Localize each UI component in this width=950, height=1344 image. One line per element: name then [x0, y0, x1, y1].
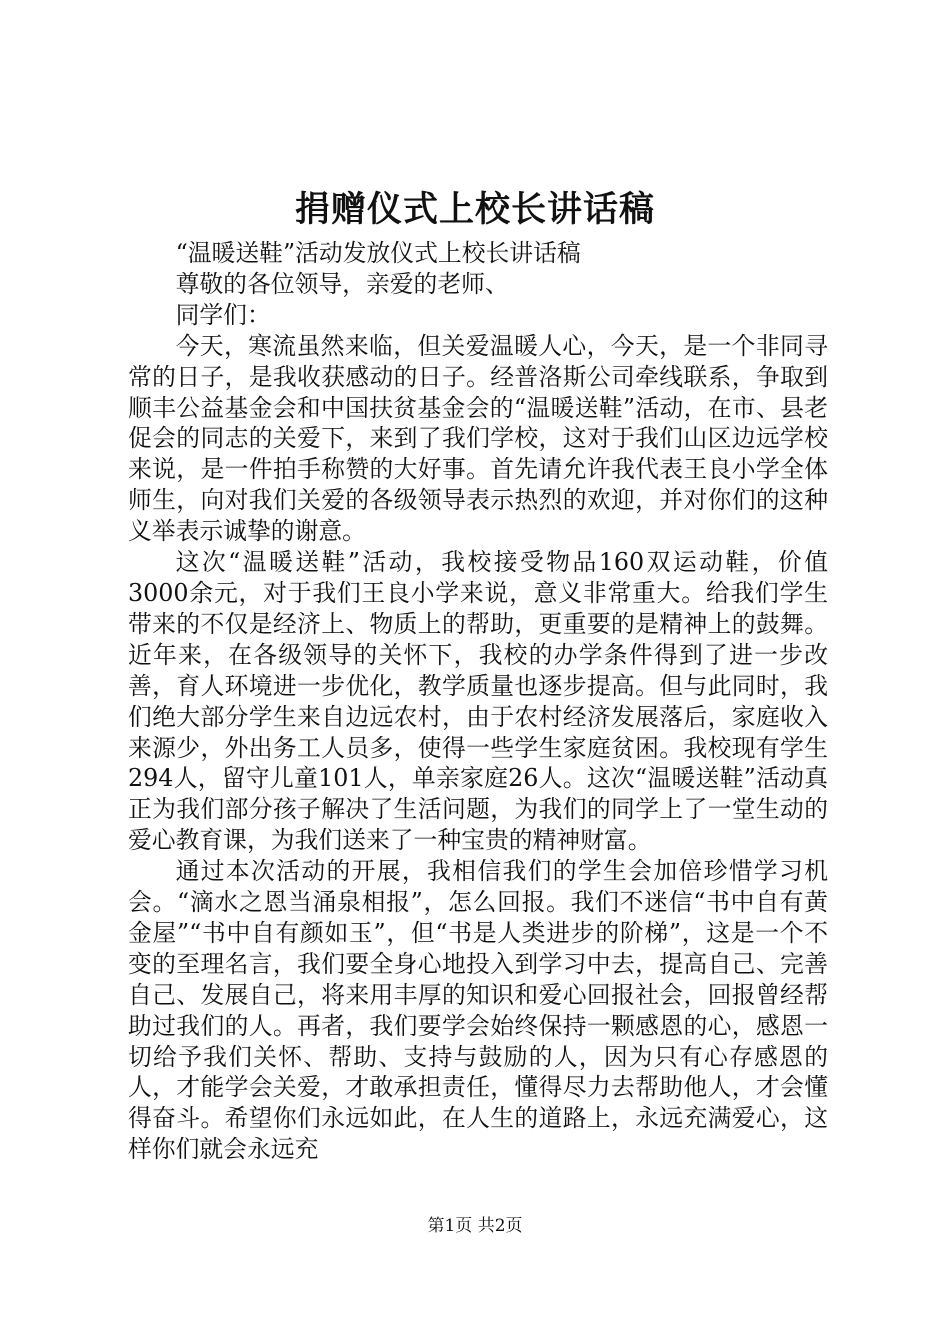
subtitle-line: “温暖送鞋”活动发放仪式上校长讲话稿 [175, 239, 581, 267]
body-paragraph: 这次“温暖送鞋”活动，我校接受物品160双运动鞋，价值3000余元，对于我们王良小学来说，意义非常重大。给我们学生带来的不仅是经济上、物质上的帮助，更重要的是精神上的鼓舞。近年来，在各级领导的关怀下，我校的办学条件得到了进一步改善，育人环境进一步优化，教学质量也逐步提高。但与此同时，我们绝大部分学生来自边远农村，由于农村经济发展落后，家庭收入来源少，外出务工人员多，使得一些学生家庭贫困。我校现有学生294人，留守儿童101人，单亲家庭26人。这次“温暖送鞋”活动真正为我们部分孩子解决了生活问题，为我们的同学上了一堂生动的爱心教育课，为我们送来了一种宝贵的精神财富。 [128, 548, 828, 855]
document-title: 捐赠仪式上校长讲话稿 [294, 189, 655, 230]
body-paragraph: 通过本次活动的开展，我相信我们的学生会加倍珍惜学习机会。“滴水之恩当涌泉相报”，怎么回报。我们不迷信“书中自有黄金屋”“书中自有颜如玉”，但“书是人类进步的阶梯”，这是一个不变的至理名言，我们要全身心地投入到学习中去，提高自己、完善自己、发展自己，将来用丰厚的知识和爱心回报社会，回报曾经帮助过我们的人。再者，我们要学会始终保持一颗感恩的心，感恩一切给予我们关怀、帮助、支持与鼓励的人，因为只有心存感恩的人，才能学会关爱，才敢承担责任，懂得尽力去帮助他人，才会懂得奋斗。希望你们永远如此，在人生的道路上，永远充满爱心，这样你们就会永远充 [128, 857, 828, 1164]
salutation-line: 尊敬的各位领导，亲爱的老师、 [175, 269, 509, 298]
document-body [128, 238, 828, 1165]
salutation-line: 同学们： [175, 300, 271, 329]
body-paragraph: 今天，寒流虽然来临，但关爱温暖人心，今天，是一个非同寻常的日子，是我收获感动的日子。经普洛斯公司牵线联系，争取到顺丰公益基金会和中国扶贫基金会的“温暖送鞋”活动，在市、县老促会的同志的关爱下，来到了我们学校，这对于我们山区边远学校来说，是一件拍手称赞的大好事。首先请允许我代表王良小学全体师生，向对我们关爱的各级领导表示热烈的欢迎，并对你们的这种义举表示诚挚的谢意。 [128, 331, 828, 546]
page-footer: 第1页 共2页 [427, 1216, 523, 1236]
